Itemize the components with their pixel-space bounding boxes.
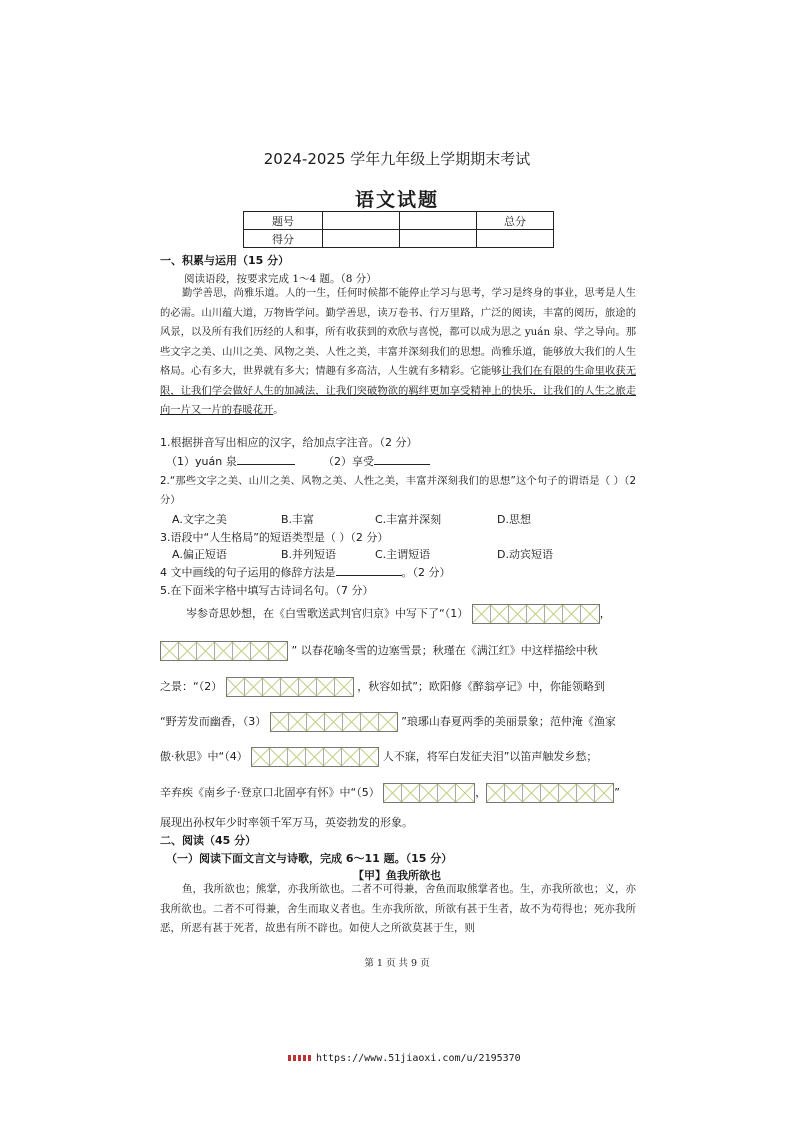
question-3: 3.语段中“人生格局”的短语类型是（ ）（2 分） [160,531,389,544]
watermark-url-text: https://www.51jiaoxi.com/u/2195370 [316,1053,521,1064]
fill-line-5-text: 傲·秋思》中“（4） [160,750,248,763]
passage [160,284,636,421]
question-5: 5.在下面米字格中填写古诗词名句。（7 分） [160,584,374,597]
fill-line-1 [186,604,611,624]
q2-option-b[interactable]: B.丰富 [281,513,315,526]
score-table-cell: 题号 [244,212,323,230]
section1-heading: 一、积累与运用（15 分） [160,254,290,267]
section1-intro: 阅读语段，按要求完成 1～4 题。（8 分） [184,273,377,285]
fill-line-6-comma: ， [475,786,487,799]
fill-line-1-text: 岑参奇思妙想，在《白雪歌送武判官归京》中写下了“（1） [186,607,469,620]
fill-line-6-text: 辛弃疾《南乡子·登京口北固亭有怀》中“（5） [160,786,380,799]
exam-title: 2024-2025 学年九年级上学期期末考试 [263,150,531,168]
mi-grid-5-part2[interactable] [486,783,614,803]
score-table-cell: 得分 [244,230,323,248]
question-2: 2.“那些文字之美、山川之美、风物之美、人性之美，丰富并深刻我们的思想”这个句子的谓语是（ ）（2 分） [160,475,636,506]
fill-line-3-text-b: ，秋容如拭”；欧阳修《醉翁亭记》中，你能领略到 [357,680,605,693]
fill-line-4 [160,712,616,732]
question-4-text: 4 文中画线的句子运用的修辞方法是 [160,566,336,579]
classical-text: 鱼，我所欲也；熊掌，亦我所欲也。二者不可得兼，舍鱼而取熊掌者也。生，亦我所欲也；义，亦我所欲也。二者不可得兼，舍生而取义者也。生亦我所欲，所欲有甚于生者，故不为苟得也；死亦我所恶，所恶有甚于死者，故患有所不辟也。如使人之所欲莫甚于生，则 [160,883,636,934]
score-table-cell [477,230,554,248]
question-1b-label: （2）享受 [323,455,374,468]
question-1b [323,453,430,469]
mi-grid-3[interactable] [270,712,398,732]
mi-grid-1-part1[interactable] [472,604,600,624]
site-logo-icon [288,1055,312,1061]
q3-option-d[interactable]: D.动宾短语 [497,548,553,561]
fill-line-2-text: ” 以春花喻冬雪的边塞雪景；秋瑾在《满江红》中这样描绘中秋 [291,644,598,657]
q3-option-a[interactable]: A.偏正短语 [172,548,227,561]
watermark-url[interactable] [288,1053,521,1064]
question-1a-label: （1）yuán 泉 [166,455,237,468]
score-table-cell: 总分 [477,212,554,230]
passage-underlined-sentence: 让我们在有限的生命里收获无限，让我们学会做好人生的加减法，让我们突破物欲的羁绊更加享受精神上的快乐，让我们的人生之旅走向一片又一片的春暖花开 [160,365,636,416]
mi-grid-2[interactable] [226,677,354,697]
question-4-score: 。（2 分） [401,566,451,579]
q3-option-c[interactable]: C.主谓短语 [375,548,431,561]
answer-blank-1a[interactable] [237,453,295,465]
score-table-cell [400,212,477,230]
mi-grid-4[interactable] [251,747,379,767]
question-1: 1.根据拼音写出相应的汉字，给加点字注音。（2 分） [160,436,418,449]
fill-line-1-comma: ， [599,607,611,620]
q2-option-c[interactable]: C.丰富并深刻 [375,513,442,526]
exam-subtitle: 语文试题 [354,189,439,211]
fill-line-4-text: “野芳发而幽香，（3） [160,715,267,728]
fill-line-7: 展现出孙权年少时率领千军万马，英姿勃发的形象。 [160,816,413,829]
fill-line-3 [160,677,605,697]
fill-line-4-text-b: ”琅琊山春夏两季的美丽景象；范仲淹《渔家 [401,715,616,728]
page-number: 第 1 页 共 9 页 [364,958,430,969]
passage-text: 勤学善思，尚雅乐道。人的一生，任何时候都不能停止学习与思考，学习是终身的事业，思考是人生的必需。山川蕴大道，万物皆学问。勤学善思，读万卷书、行万里路，广泛的阅读，丰富的阅历，旅途的风景，以及所有我们历经的人和事，所有收获到的欢欣与喜悦，都可以成为思之 yuán 泉、学之导向。那些文字之美、山川之美、风物之美、人性之美，丰富并深刻我们的思想。尚雅乐道，能够放大我们的人生格局。心有多大，世界就有多大；情趣有多高洁，人生就有多精彩。它能够 [160,287,636,377]
fill-line-2 [160,641,598,661]
q2-option-d[interactable]: D.思想 [497,513,531,526]
question-1a [166,453,295,469]
answer-blank-1b[interactable] [374,453,430,465]
passage-end: 。 [273,404,284,416]
fill-line-5-text-b: 人不寐，将军白发征夫泪”以笛声触发乡愁； [382,750,598,763]
section2-sub1: （一）阅读下面文言文与诗歌，完成 6～11 题。（15 分） [166,852,453,865]
score-table [243,211,554,248]
fill-line-6 [160,783,620,803]
mi-grid-1-part2[interactable] [160,641,288,661]
fill-line-6-quote: ” [614,786,620,799]
score-table-cell [323,212,400,230]
answer-blank-4[interactable] [336,564,402,576]
text-title: 【甲】鱼我所欲也 [353,869,441,882]
score-table-cell [400,230,477,248]
q3-option-b[interactable]: B.并列短语 [281,548,337,561]
q2-option-a[interactable]: A.文字之美 [172,513,227,526]
question-4 [160,564,451,580]
mi-grid-5-part1[interactable] [383,783,475,803]
fill-line-3-text: 之景：“（2） [160,680,223,693]
section2-heading: 二、阅读（45 分） [160,834,257,847]
fill-line-5 [160,747,597,767]
score-table-cell [323,230,400,248]
